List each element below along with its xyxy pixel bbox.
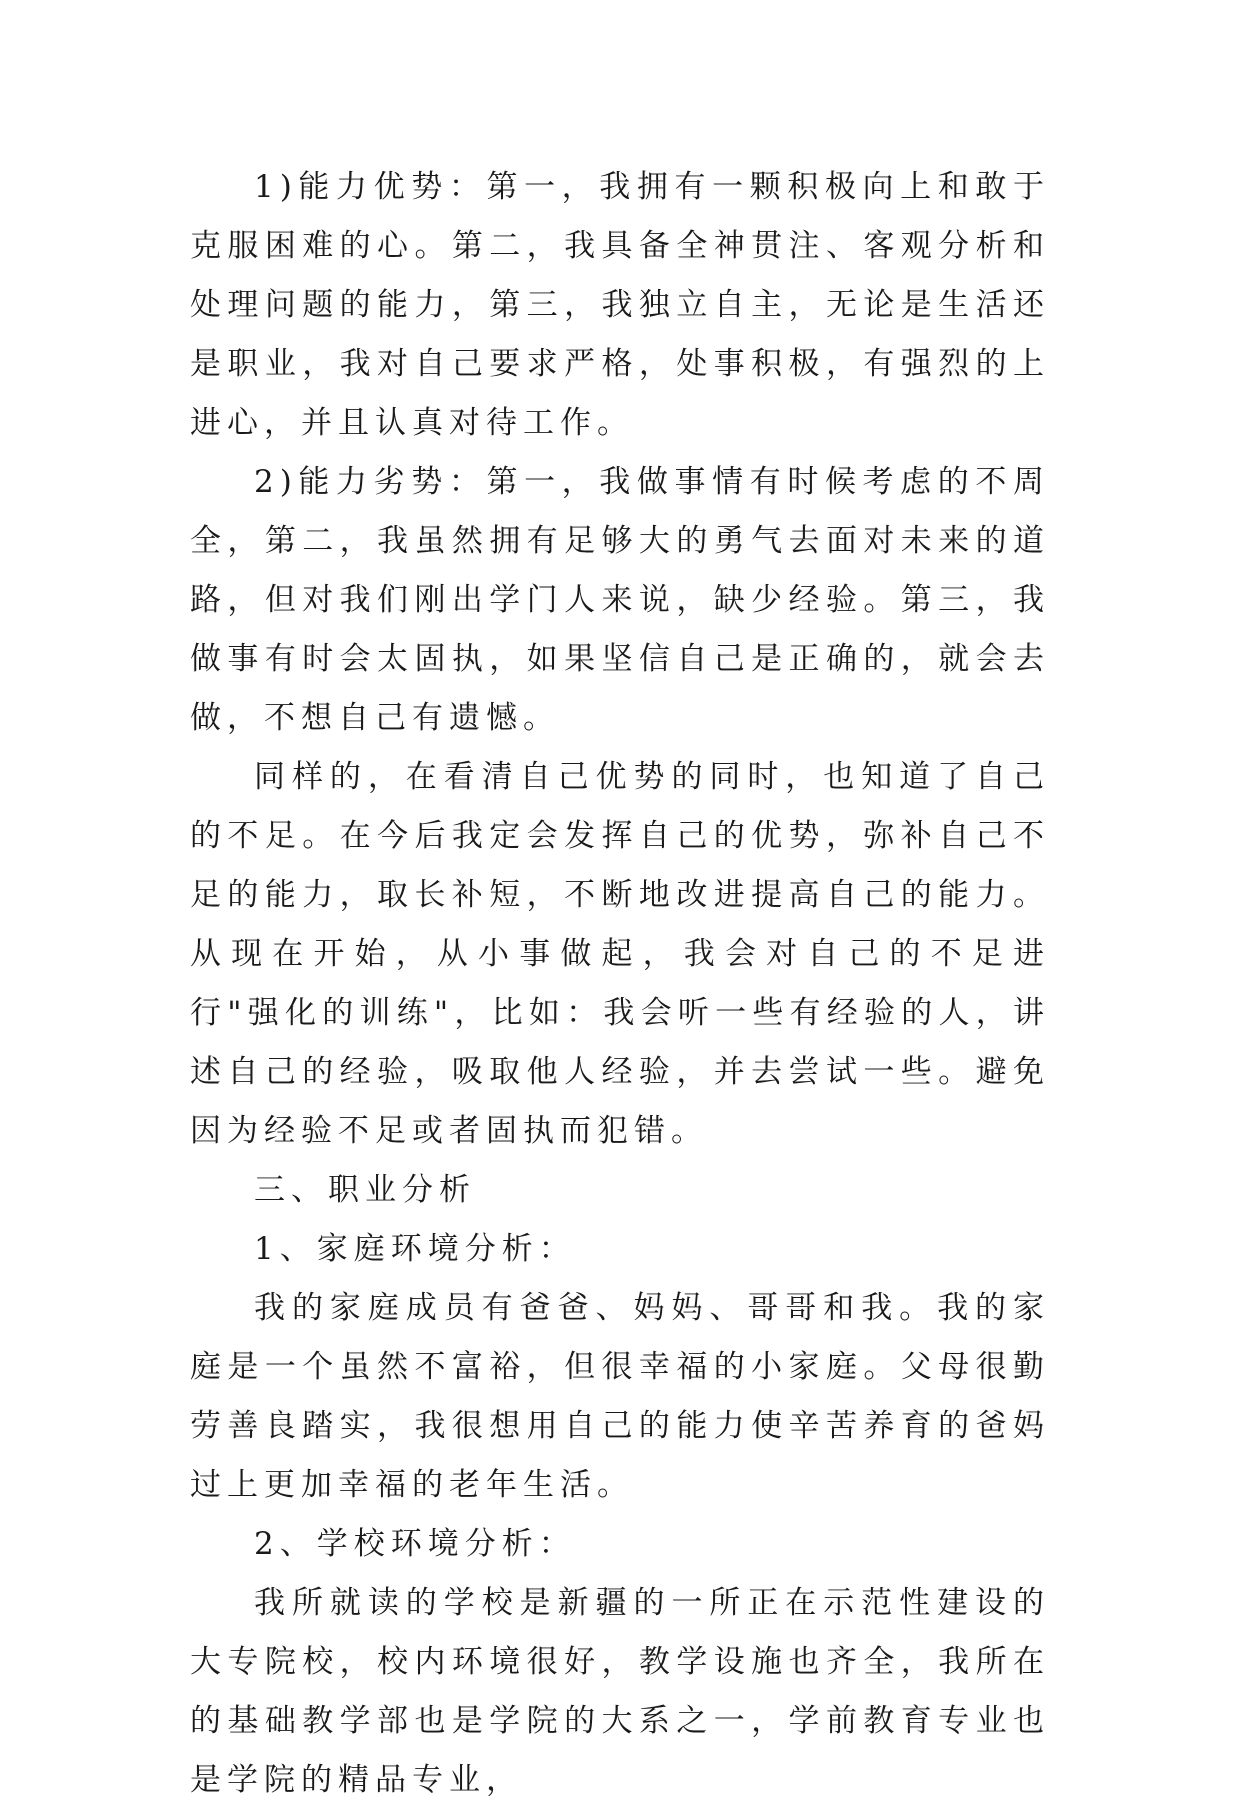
paragraph-ability-weaknesses: 2)能力劣势：第一，我做事情有时候考虑的不周全，第二，我虽然拥有足够大的勇气去面对未来的道路，但对我们刚出学门人来说，缺少经验。第三，我做事有时会太固执，如果坚信自己是正确的，就会去做，不想自己有遗憾。	[190, 464, 1050, 736]
paragraph-ability-strengths: 1)能力优势：第一，我拥有一颗积极向上和敢于克服困难的心。第二，我具备全神贯注、客观分析和处理问题的能力，第三，我独立自主，无论是生活还是职业，我对自己要求严格，处事积极，有强烈的上进心，并且认真对待工作。	[190, 169, 1050, 441]
paragraph-school-environment: 我所就读的学校是新疆的一所正在示范性建设的大专院校，校内环境很好，教学设施也齐全，我所在的基础教学部也是学院的大系之一，学前教育专业也是学院的精品专业，	[190, 1585, 1050, 1798]
subheading-family-environment: 1、家庭环境分析：	[254, 1231, 576, 1267]
paragraph-self-improvement: 同样的，在看清自己优势的同时，也知道了自己的不足。在今后我定会发挥自己的优势，弥补自己不足的能力，取长补短，不断地改进提高自己的能力。从现在开始，从小事做起，我会对自己的不足进行"强化的训练"，比如：我会听一些有经验的人，讲述自己的经验，吸取他人经验，并去尝试一些。避免因为经验不足或者固执而犯错。	[190, 759, 1050, 1149]
document-body	[190, 158, 1050, 1810]
subheading-school-environment: 2、学校环境分析：	[254, 1526, 576, 1562]
section-heading-career-analysis: 三、职业分析	[254, 1172, 476, 1208]
paragraph-family-environment: 我的家庭成员有爸爸、妈妈、哥哥和我。我的家庭是一个虽然不富裕，但很幸福的小家庭。父母很勤劳善良踏实，我很想用自己的能力使辛苦养育的爸妈过上更加幸福的老年生活。	[190, 1290, 1050, 1503]
